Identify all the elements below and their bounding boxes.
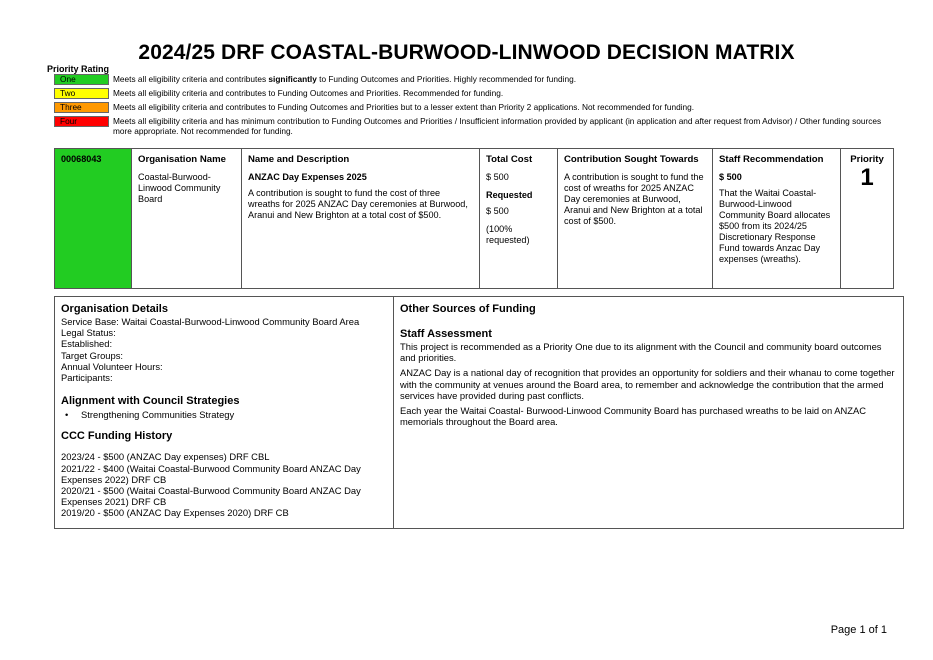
assessment-paragraph: Each year the Waitai Coastal- Burwood-Linwood Community Board has purchased wreaths to be laid on ANZAC memorials throughout the Board area. (400, 405, 867, 428)
service-base: Service Base: Waitai Coastal-Burwood-Linwood Community Board Area (61, 316, 360, 327)
decision-matrix-table (54, 148, 894, 289)
total-cost-header: Total Cost (486, 154, 533, 165)
project-description: A contribution is sought to fund the cost of three wreaths for 2025 ANZAC Day ceremonies at Burwood, Aranui and New Brighton at a total cost of $500. (248, 188, 468, 220)
requested-value: $ 500 (486, 206, 509, 216)
participants: Participants: (61, 372, 113, 384)
organisation-details-heading: Organisation Details (61, 303, 168, 315)
priority-legend (54, 74, 884, 139)
legend-row-two (54, 88, 884, 99)
legend-row-three (54, 102, 884, 113)
description-header: Name and Description (248, 154, 350, 165)
contribution-header: Contribution Sought Towards (564, 154, 699, 165)
requested-label: Requested (486, 190, 533, 200)
contribution-text: A contribution is sought to fund the cost of wreaths for 2025 ANZAC Day ceremonies at Burwood, Aranui and New Brighton at a total cost of $500. (564, 172, 704, 226)
organisation-column (132, 149, 242, 288)
legend-row-four (54, 116, 884, 136)
contribution-column (558, 149, 713, 288)
legend-text-four: Meets all eligibility criteria and has minimum contribution to Funding Outcomes and Priorities / Insufficient information provided by applicant (in application and after request from Advisor) / Other funding sources more appropriate. Not recommended for funding. (113, 116, 882, 136)
legend-heading: Priority Rating (47, 64, 110, 74)
requested-percentage: (100% requested) (486, 224, 530, 245)
project-name: ANZAC Day Expenses 2025 (248, 172, 367, 182)
funding-history-item: 2020/21 - $500 (Waitai Coastal-Burwood Community Board ANZAC Day Expenses 2021) DRF CB (61, 485, 361, 508)
assessment-panel (394, 297, 903, 528)
strategy-list-item (61, 409, 387, 420)
priority-value: 1 (860, 164, 874, 191)
assessment-paragraph: This project is recommended as a Priority One due to its alignment with the Council and community board outcomes and priorities. (400, 341, 882, 364)
organisation-name: Coastal-Burwood-Linwood Community Board (138, 172, 221, 204)
strategy-name: Strengthening Communities Strategy (81, 409, 235, 421)
funding-history-heading: CCC Funding History (61, 430, 173, 443)
funding-history-item: 2023/24 - $500 (ANZAC Day expenses) DRF CBL (61, 451, 270, 463)
target-groups: Target Groups: (61, 349, 124, 361)
staff-recommendation-header: Staff Recommendation (719, 154, 824, 165)
application-id: 00068043 (55, 149, 132, 288)
total-cost-value: $ 500 (486, 172, 509, 182)
priority-header: Priority (850, 154, 884, 165)
legend-text-three: Meets all eligibility criteria and contributes to Funding Outcomes and Priorities but to a lesser extent than Priority 2 applications. Not recommended for funding. (113, 102, 695, 112)
funding-history-item: 2021/22 - $400 (Waitai Coastal-Burwood Community Board ANZAC Day Expenses 2022) DRF CB (61, 462, 361, 485)
description-column (242, 149, 480, 288)
legend-swatch-three: Three (54, 102, 109, 113)
funding-history-list (61, 451, 387, 518)
bullet-icon: • (65, 409, 69, 421)
legend-swatch-four: Four (54, 116, 109, 127)
legend-swatch-two: Two (54, 88, 109, 99)
priority-column (841, 149, 893, 288)
established: Established: (61, 338, 113, 350)
page-title: 2024/25 DRF COASTAL-BURWOOD-LINWOOD DECISION MATRIX (138, 41, 795, 64)
organisation-details-panel (55, 297, 394, 528)
annual-volunteer-hours: Annual Volunteer Hours: (61, 360, 163, 372)
funding-history-item: 2019/20 - $500 (ANZAC Day Expenses 2020) DRF CB (61, 507, 289, 519)
staff-recommendation-column (713, 149, 841, 288)
legend-row-one (54, 74, 884, 85)
staff-recommendation-text: That the Waitai Coastal-Burwood-Linwood Community Board allocates $500 from its 2024/25 Discretionary Response Fund towards Anzac Day expenses (wreaths). (719, 188, 831, 264)
cost-column (480, 149, 558, 288)
organisation-header: Organisation Name (138, 154, 226, 165)
staff-assessment-heading: Staff Assessment (400, 328, 492, 340)
details-table (54, 296, 904, 529)
other-sources-heading: Other Sources of Funding (400, 303, 536, 315)
alignment-heading: Alignment with Council Strategies (61, 395, 240, 408)
page-number: Page 1 of 1 (830, 624, 887, 636)
legend-swatch-one: One (54, 74, 109, 85)
legend-text-one: Meets all eligibility criteria and contributes significantly to Funding Outcomes and Priorities. Highly recommended for funding. (113, 74, 577, 84)
staff-recommended-amount: $ 500 (719, 172, 742, 182)
legend-text-two: Meets all eligibility criteria and contributes to Funding Outcomes and Priorities. Recommended for funding. (113, 88, 504, 98)
assessment-paragraph: ANZAC Day is a national day of recognition that provides an opportunity for soldiers and their whanau to come together with the community at venues around the Board area, to remember and acknowledge the contribution that the armed services have provided during past conflicts. (400, 367, 895, 401)
legal-status: Legal Status: (61, 327, 116, 339)
